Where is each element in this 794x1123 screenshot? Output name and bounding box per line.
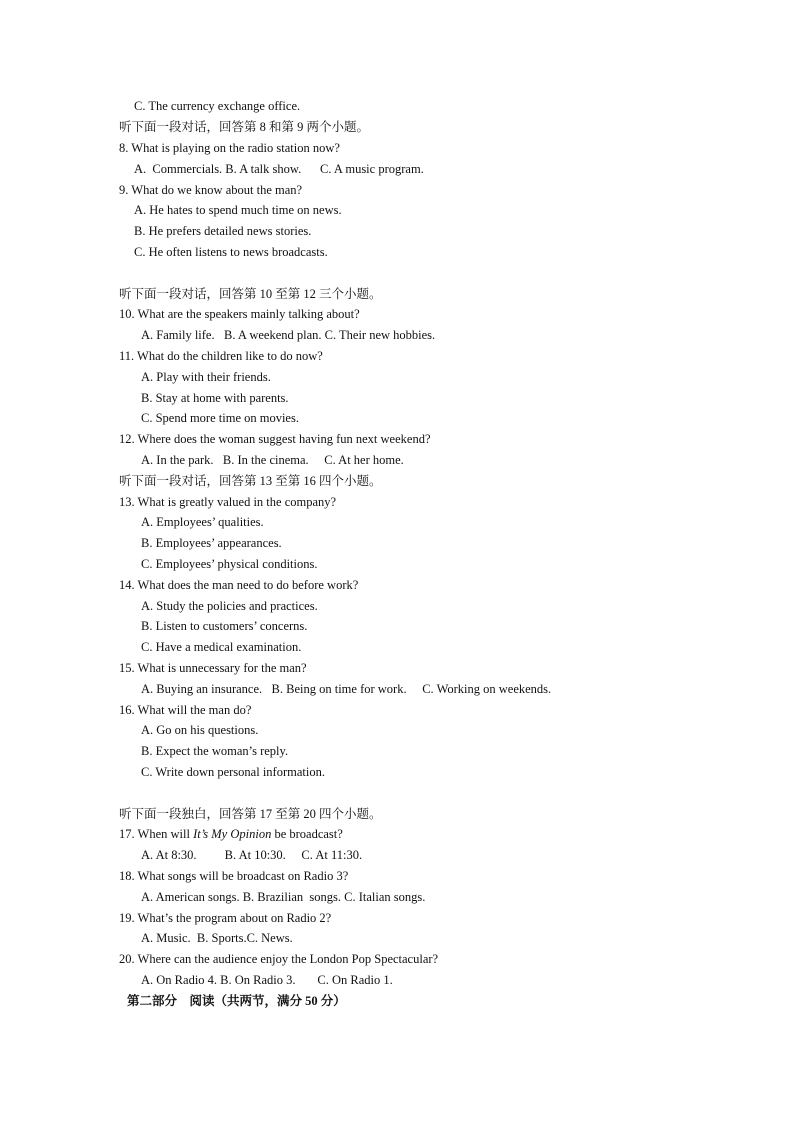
question-9: 9. What do we know about the man? [119, 183, 303, 197]
question-13-option-a: A. Employees’ qualities. [141, 515, 264, 529]
question-18-options: A. American songs. B. Brazilian songs. C. Italian songs. [141, 890, 426, 904]
section-instruction-q8-9: 听下面一段对话，回答第 8 和第 9 两个小题。 [119, 120, 370, 134]
question-16-option-c: C. Write down personal information. [141, 765, 325, 779]
question-11: 11. What do the children like to do now? [119, 349, 323, 363]
question-19: 19. What’s the program about on Radio 2? [119, 911, 332, 925]
question-13-option-b: B. Employees’ appearances. [141, 536, 282, 550]
question-14-option-c: C. Have a medical examination. [141, 640, 302, 654]
question-16: 16. What will the man do? [119, 703, 252, 717]
question-16-option-a: A. Go on his questions. [141, 723, 259, 737]
question-13: 13. What is greatly valued in the company? [119, 495, 337, 509]
part-two-heading: 第二部分 阅读（共两节，满分 50 分） [127, 994, 346, 1008]
question-15: 15. What is unnecessary for the man? [119, 661, 307, 675]
question-8: 8. What is playing on the radio station now? [119, 141, 340, 155]
question-8-options: A. Commercials. B. A talk show. C. A music program. [134, 162, 424, 176]
question-17-text-start: 17. When will [119, 827, 194, 841]
q7-option-c: C. The currency exchange office. [134, 99, 301, 113]
question-19-options: A. Music. B. Sports.C. News. [141, 931, 293, 945]
question-12: 12. Where does the woman suggest having fun next weekend? [119, 432, 431, 446]
question-17-text-end: be broadcast? [271, 827, 343, 841]
section-instruction-q10-12: 听下面一段对话，回答第 10 至第 12 三个小题。 [119, 287, 382, 301]
question-16-option-b: B. Expect the woman’s reply. [141, 744, 289, 758]
question-20-options: A. On Radio 4. B. On Radio 3. C. On Radio 1. [141, 973, 393, 987]
question-14-option-a: A. Study the policies and practices. [141, 599, 318, 613]
question-17 [119, 826, 343, 842]
question-11-option-a: A. Play with their friends. [141, 370, 271, 384]
question-9-option-b: B. He prefers detailed news stories. [134, 224, 312, 238]
question-14-option-b: B. Listen to customers’ concerns. [141, 619, 308, 633]
section-instruction-q13-16: 听下面一段对话，回答第 13 至第 16 四个小题。 [119, 474, 382, 488]
program-title: It’s My Opinion [193, 827, 272, 841]
question-11-option-b: B. Stay at home with parents. [141, 391, 289, 405]
section-instruction-q17-20: 听下面一段独白，回答第 17 至第 20 四个小题。 [119, 807, 382, 821]
question-13-option-c: C. Employees’ physical conditions. [141, 557, 318, 571]
question-18: 18. What songs will be broadcast on Radio 3? [119, 869, 349, 883]
question-12-options: A. In the park. B. In the cinema. C. At her home. [141, 453, 404, 467]
question-15-options: A. Buying an insurance. B. Being on time for work. C. Working on weekends. [141, 682, 552, 696]
question-10-options: A. Family life. B. A weekend plan. C. Their new hobbies. [141, 328, 436, 342]
question-11-option-c: C. Spend more time on movies. [141, 411, 299, 425]
question-9-option-c: C. He often listens to news broadcasts. [134, 245, 328, 259]
question-20: 20. Where can the audience enjoy the London Pop Spectacular? [119, 952, 439, 966]
question-17-options: A. At 8:30. B. At 10:30. C. At 11:30. [141, 848, 363, 862]
question-10: 10. What are the speakers mainly talking about? [119, 307, 360, 321]
question-9-option-a: A. He hates to spend much time on news. [134, 203, 342, 217]
question-14: 14. What does the man need to do before work? [119, 578, 359, 592]
